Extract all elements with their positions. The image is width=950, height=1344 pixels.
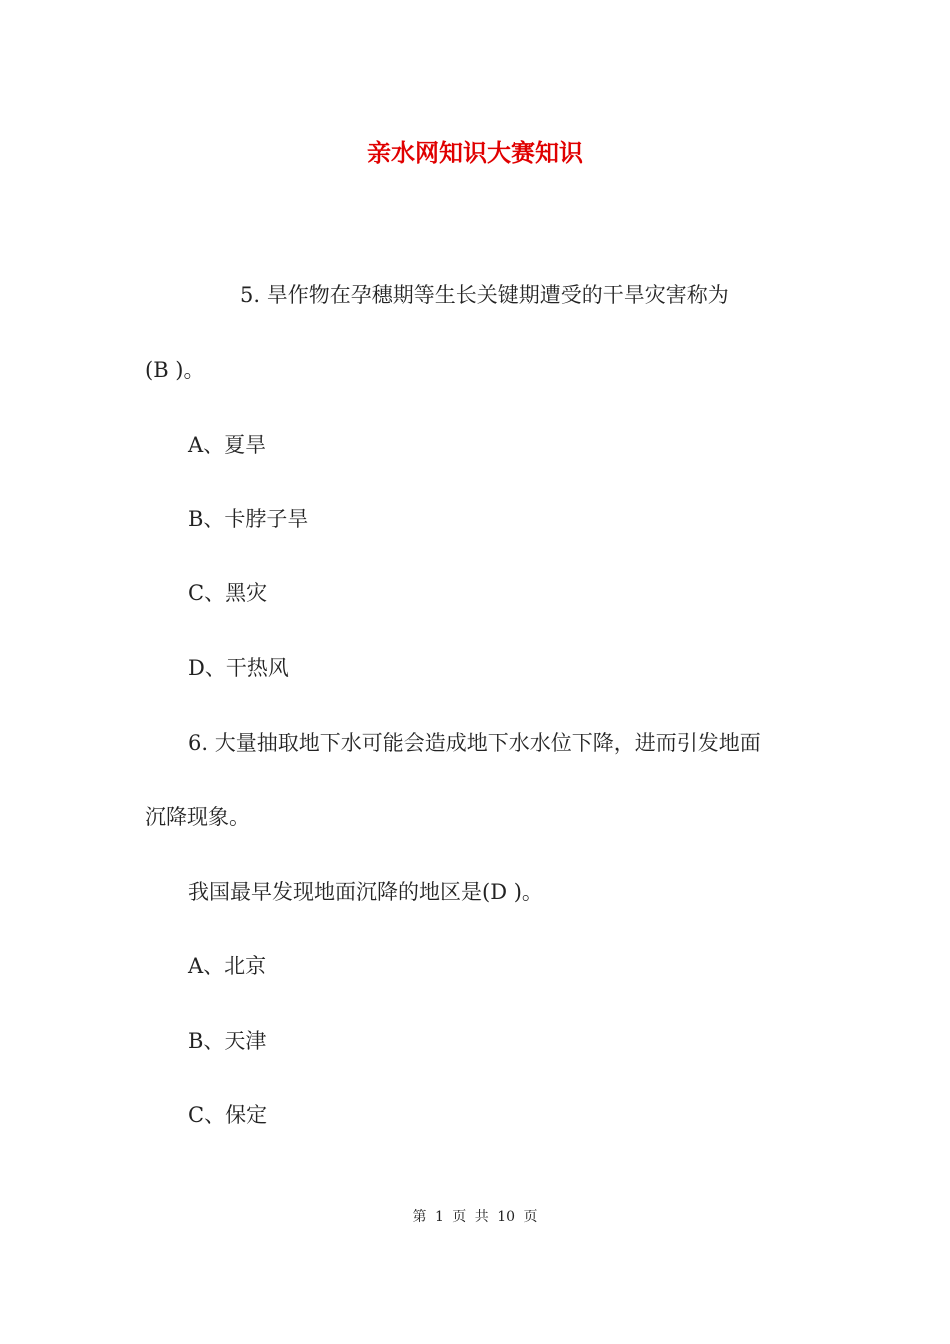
question-6-line-1: 6. 大量抽取地下水可能会造成地下水水位下降，进而引发地面 [188,731,761,755]
page-footer: 第 1 页 共 10 页 [412,1209,538,1225]
question-6-option-a: A、北京 [188,954,267,978]
document-title: 亲水网知识大赛知识 [367,138,583,167]
question-5-option-c: C、黑灾 [188,581,268,605]
question-6-option-c: C、保定 [188,1103,268,1127]
question-5-option-a: A、夏旱 [188,433,267,457]
question-6-line-3: 我国最早发现地面沉降的地区是(D )。 [188,880,543,904]
question-5-line-1: 5. 旱作物在孕穗期等生长关键期遭受的干旱灾害称为 [240,283,729,307]
question-6-line-2: 沉降现象。 [145,805,250,829]
question-5-option-b: B、卡脖子旱 [188,507,309,531]
question-5-option-d: D、干热风 [188,656,289,680]
question-6-option-b: B、天津 [188,1029,267,1053]
question-5-line-2: (B )。 [145,358,205,382]
